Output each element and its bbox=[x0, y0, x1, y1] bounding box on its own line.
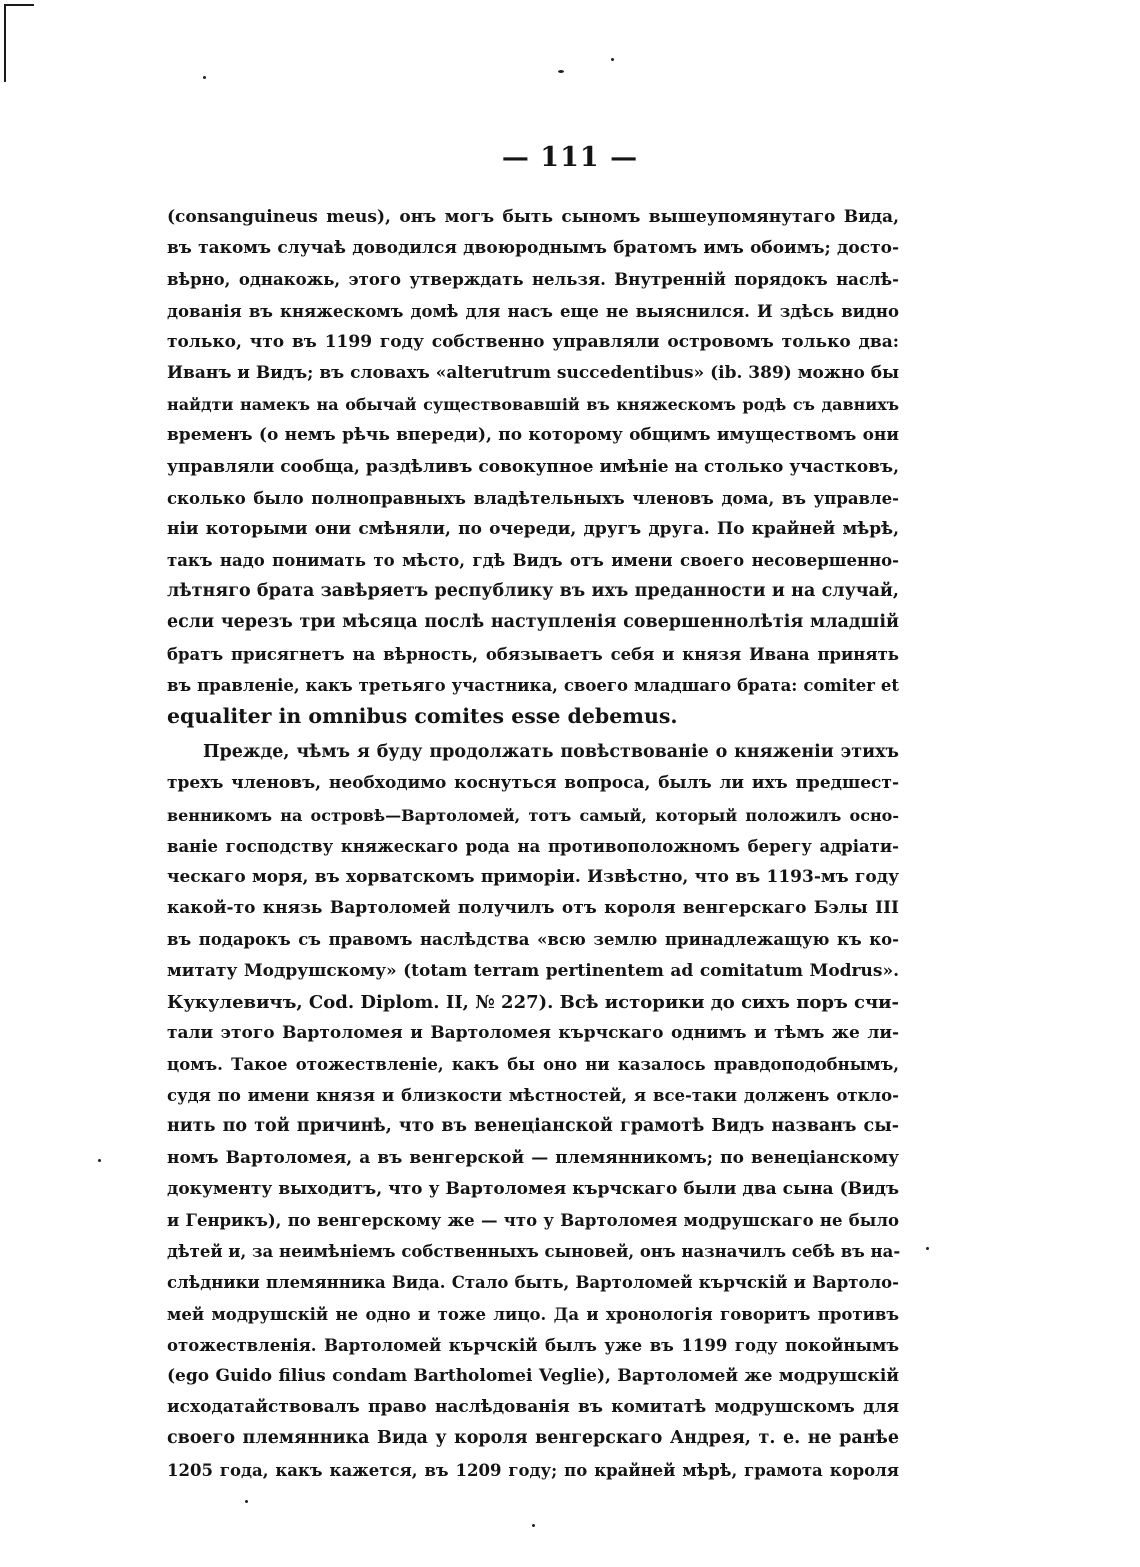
text-line: Прежде, чѣмъ я буду продолжать повѣствованіе о княженіи этихъ bbox=[203, 742, 899, 763]
text-line: вѣрно, однакожь, этого утверждать нельзя. Внутренній порядокъ наслѣ- bbox=[167, 270, 899, 290]
scan-speck bbox=[611, 58, 614, 61]
text-line: (ego Guido filius condam Bartholomei Veglie), Вартоломей же модрушскій bbox=[167, 1365, 899, 1386]
text-line: нить по той причинѣ, что въ венеціанской грамотѣ Видъ названъ сы- bbox=[167, 1116, 899, 1137]
text-line: дованія въ княжескомъ домѣ для насъ еще не выяснился. И здѣсь видно bbox=[167, 301, 899, 321]
text-line: Иванъ и Видъ; въ словахъ «alterutrum succedentibus» (ib. 389) можно бы bbox=[167, 362, 900, 383]
text-line: временъ (о немъ рѣчь впереди), по которому общимъ имуществомъ они bbox=[167, 425, 899, 446]
page-number: — 111 — bbox=[501, 142, 639, 173]
text-line: отожествленія. Вартоломей кърчскій былъ уже въ 1199 году покойнымъ bbox=[167, 1335, 899, 1355]
text-line: своего племянника Вида у короля венгерскаго Андрея, т. е. не ранѣе bbox=[167, 1428, 899, 1449]
text-line: въ такомъ случаѣ доводился двоюроднымъ братомъ имъ обоимъ; досто- bbox=[167, 238, 899, 259]
scan-speck bbox=[926, 1247, 929, 1250]
scan-speck bbox=[203, 76, 206, 79]
text-line: мей модрушскій не одно и тоже лицо. Да и хронологія говоритъ противъ bbox=[167, 1304, 899, 1324]
scan-speck bbox=[98, 1159, 101, 1162]
text-line: тали этого Вартоломея и Вартоломея кърчскаго однимъ и тѣмъ же ли- bbox=[167, 1022, 899, 1043]
text-line: если черезъ три мѣсяца послѣ наступленія совершеннолѣтія младшій bbox=[167, 612, 899, 633]
text-line: трехъ членовъ, необходимо коснуться вопроса, былъ ли ихъ предшест- bbox=[167, 773, 899, 794]
text-line: найдти намекъ на обычай существовавшій въ княжескомъ родѣ съ давнихъ bbox=[167, 395, 899, 415]
text-line: управляли сообща, раздѣливъ совокупное имѣніе на столько участковъ, bbox=[167, 456, 899, 477]
text-line: сколько было полноправныхъ владѣтельныхъ членовъ дома, въ управле- bbox=[167, 488, 899, 508]
text-line: венникомъ на островѣ—Вартоломей, тотъ самый, который положилъ осно- bbox=[167, 805, 899, 825]
paragraph bbox=[167, 202, 899, 732]
scan-speck bbox=[558, 70, 564, 73]
text-line: въ правленіе, какъ третьяго участника, своего младшаго брата: comiter et bbox=[167, 675, 899, 695]
text-line: только, что въ 1199 году собственно управляли островомъ только два: bbox=[167, 331, 899, 352]
text-line: Кукулевичъ, Cod. Diplom. II, № 227). Всѣ историки до сихъ поръ счи- bbox=[167, 991, 899, 1013]
text-line: лѣтняго брата завѣряетъ республику въ ихъ преданности и на случай, bbox=[167, 581, 899, 602]
text-line: ческаго моря, въ хорватскомъ приморіи. Извѣстно, что въ 1193-мъ году bbox=[167, 866, 899, 887]
text-line: въ подарокъ съ правомъ наслѣдства «всю землю принадлежащую къ ко- bbox=[167, 930, 899, 950]
text-line: equaliter in omnibus comites esse debemus. bbox=[167, 704, 678, 728]
text-line: исходатайствовалъ право наслѣдованія въ комитатѣ модрушскомъ для bbox=[167, 1397, 899, 1418]
text-line: судя по имени князя и близкости мѣстностей, я все-таки долженъ откло- bbox=[167, 1086, 899, 1106]
scan-edge-mark-left bbox=[4, 4, 6, 82]
text-line: ніи которыми они смѣняли, по очереди, другъ друга. По крайней мѣрѣ, bbox=[167, 518, 899, 539]
text-line: 1205 года, какъ кажется, въ 1209 году; по крайней мѣрѣ, грамота короля bbox=[167, 1460, 899, 1480]
text-line: слѣдники племянника Вида. Стало быть, Вартоломей кърчскій и Вартоло- bbox=[167, 1273, 899, 1293]
scan-speck bbox=[245, 1500, 248, 1503]
text-line: дѣтей и, за неимѣніемъ собственныхъ сыновей, онъ назначилъ себѣ въ на- bbox=[167, 1242, 901, 1262]
text-line: номъ Вартоломея, а въ венгерской — племянникомъ; по венеціанскому bbox=[167, 1147, 899, 1168]
scan-edge-mark-top bbox=[4, 4, 34, 6]
text-line: и Генрикъ), по венгерскому же — что у Вартоломея модрушскаго не было bbox=[167, 1211, 899, 1230]
text-line: такъ надо понимать то мѣсто, гдѣ Видъ отъ имени своего несовершенно- bbox=[167, 551, 899, 571]
text-line: ваніе господству княжескаго рода на противоположномъ берегу адріати- bbox=[167, 836, 899, 856]
page-body-text bbox=[167, 202, 899, 1486]
scan-speck bbox=[532, 1524, 535, 1527]
text-line: (consanguineus meus), онъ могъ быть сыномъ вышеупомянутаго Вида, bbox=[167, 207, 899, 227]
text-line: какой-то князь Вартоломей получилъ отъ короля венгерскаго Бэлы III bbox=[167, 898, 899, 919]
paragraph bbox=[167, 737, 899, 1486]
text-line: документу выходитъ, что у Вартоломея кърчскаго были два сына (Видъ bbox=[167, 1178, 899, 1199]
text-line: цомъ. Такое отожествленіе, какъ бы оно ни казалось правдоподобнымъ, bbox=[167, 1055, 899, 1075]
text-line: митату Модрушскому» (totam terram pertinentem ad comitatum Modrus». bbox=[167, 960, 899, 981]
text-line: братъ присягнетъ на вѣрность, обязываетъ себя и князя Ивана принять bbox=[167, 644, 899, 664]
